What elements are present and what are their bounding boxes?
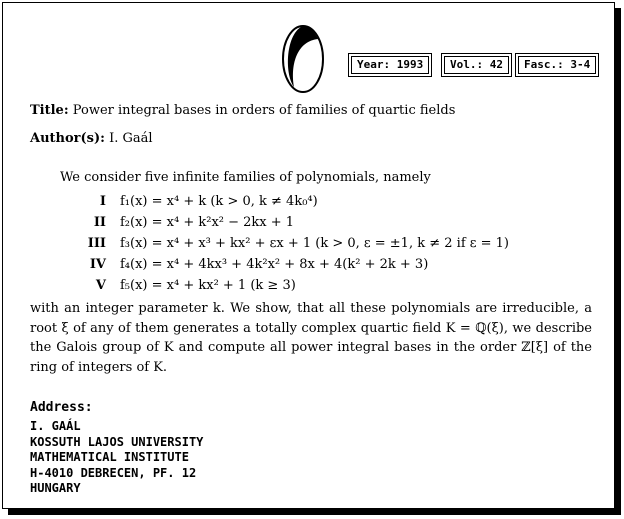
polynomial-row <box>83 194 318 209</box>
polynomial-numeral: I <box>99 194 106 209</box>
address-line: MATHEMATICAL INSTITUTE <box>30 450 189 464</box>
address-label: Address: <box>30 400 93 415</box>
title-text: Power integral bases in orders of families of quartic fields <box>72 103 456 118</box>
polynomial-row <box>83 278 296 293</box>
address-line: H-4010 DEBRECEN, PF. 12 <box>30 465 197 480</box>
polynomial-formula: f₅(x) = x⁴ + kx² + 1 (k ≥ 3) <box>120 278 296 293</box>
polynomial-row <box>83 215 294 230</box>
title-line <box>30 103 455 118</box>
abstract-intro: We consider five infinite families of polynomials, namely <box>60 170 431 185</box>
author-text: I. Gaál <box>109 131 153 146</box>
author-line <box>30 131 153 146</box>
polynomial-numeral: II <box>93 215 106 230</box>
polynomial-row <box>83 257 428 272</box>
volume-tag: Vol.: 42 <box>444 56 509 74</box>
polynomial-numeral: IV <box>89 257 106 272</box>
polynomial-numeral: V <box>95 278 106 293</box>
polynomial-formula: f₃(x) = x⁴ + x³ + kx² + εx + 1 (k > 0, ε = ±1, k ≠ 2 if ε = 1) <box>120 236 509 251</box>
address-line: I. GAÁL <box>30 419 81 433</box>
polynomial-row <box>83 236 509 251</box>
author-label: Author(s): <box>30 131 105 146</box>
address-line: KOSSUTH LAJOS UNIVERSITY <box>30 434 204 449</box>
polynomial-numeral: III <box>87 236 106 251</box>
polynomial-formula: f₁(x) = x⁴ + k (k > 0, k ≠ 4k₀⁴) <box>120 194 318 209</box>
polynomial-formula: f₄(x) = x⁴ + 4kx³ + 4k²x² + 8x + 4(k² + 2k + 3) <box>120 257 429 272</box>
journal-oval-logo <box>280 23 326 95</box>
year-tag: Year: 1993 <box>351 56 429 74</box>
title-label: Title: <box>30 103 69 118</box>
fascicle-tag: Fasc.: 3-4 <box>518 56 596 74</box>
page-frame <box>2 2 615 509</box>
address-line: HUNGARY <box>30 481 81 495</box>
abstract-body: with an integer parameter k. We show, that all these polynomials are irreducible, a root ξ of any of them generates a totally complex quartic field K = ℚ(ξ), we describe the Galois group of K and compute all power integral bases in the order ℤ[ξ] of the ring of integers of K. <box>30 301 592 375</box>
polynomial-formula: f₂(x) = x⁴ + k²x² − 2kx + 1 <box>120 215 295 230</box>
address-block <box>30 419 203 497</box>
